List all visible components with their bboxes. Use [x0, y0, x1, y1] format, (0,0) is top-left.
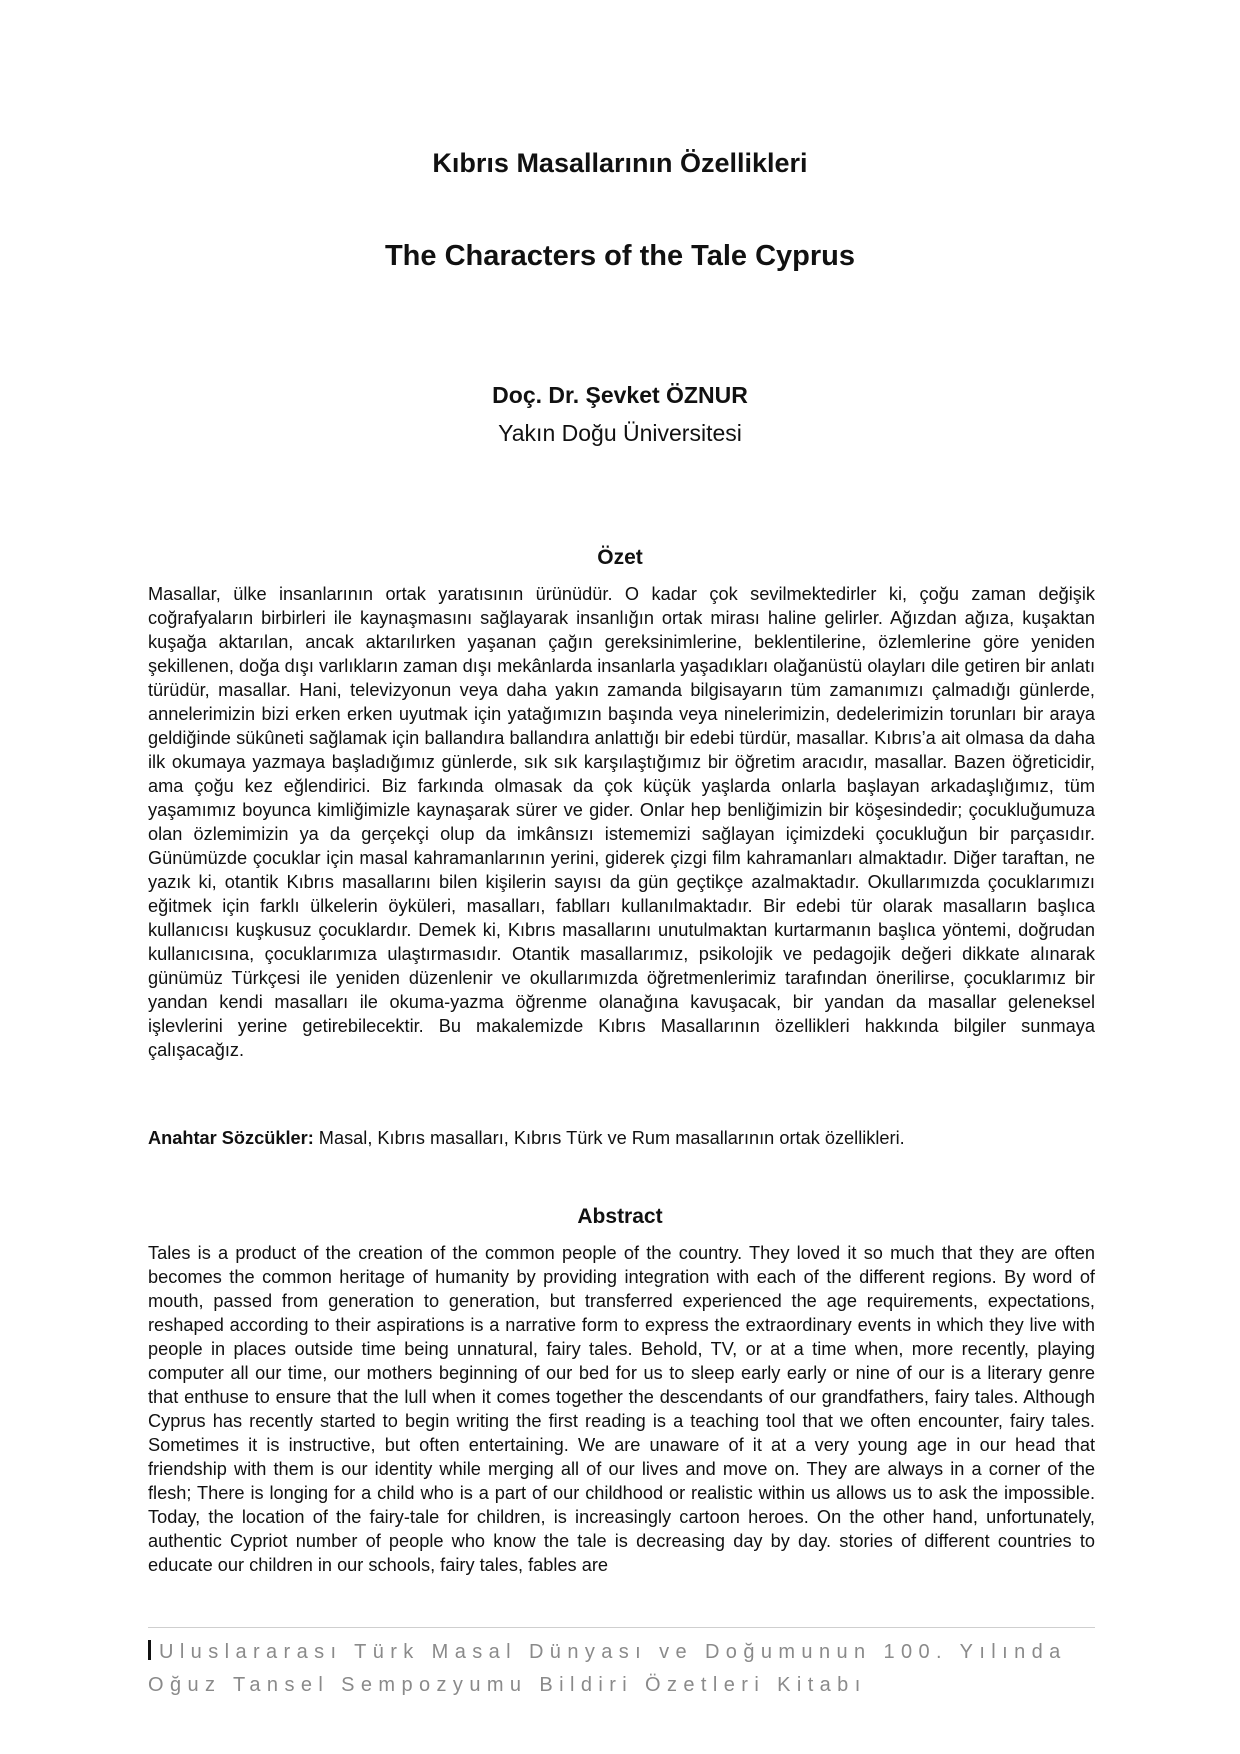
ozet-heading: Özet: [597, 546, 643, 569]
abstract-body: Tales is a product of the creation of the common people of the country. They loved it so much that they are often becomes the common heritage of humanity by providing integration with each of the different regions. By word of mouth, passed from generation to generation, but transferred experienced the age requirements, expectations, reshaped according to their aspirations is a narrative form to express the extraordinary events in which they live with people in places outside time being unnatural, fairy tales. Behold, TV, or at a time when, more recently, playing computer all our time, our mothers beginning of our bed for us to sleep early early or nine of our is a literary genre that enthuse to ensure that the lull when it comes together the descendants of our grandfathers, fairy tales. Although Cyprus has recently started to begin writing the first reading is a teaching tool that we often encounter, fairy tales. Sometimes it is instructive, but often entertaining. We are unaware of it at a very young age in our head that friendship with them is our identity while merging all of our lives and move on. They are always in a corner of the flesh; There is longing for a child who is a part of our childhood or realistic within us allows us to ask the impossible. Today, the location of the fairy-tale for children, is increasingly cartoon heroes. On the other hand, unfortunately, authentic Cypriot number of people who know the tale is decreasing day by day. stories of different countries to educate our children in our schools, fairy tales, fables are: [148, 1243, 1095, 1575]
author-name: Doç. Dr. Şevket ÖZNUR: [492, 382, 748, 408]
footer-line-2: Oğuz Tansel Sempozyumu Bildiri Özetleri Kitabı: [148, 1674, 867, 1696]
footer-divider: [148, 1627, 1095, 1628]
title-turkish: Kıbrıs Masallarının Özellikleri: [432, 148, 808, 178]
keywords-text: Masal, Kıbrıs masalları, Kıbrıs Türk ve Rum masallarının ortak özellikleri.: [313, 1128, 905, 1148]
footer-line-1-text: Uluslararası Türk Masal Dünyası ve Doğumunun 100. Yılında: [159, 1641, 1067, 1663]
abstract-heading: Abstract: [577, 1205, 663, 1228]
footer-line-1: [148, 1636, 1108, 1669]
keywords-paragraph: [148, 1126, 1095, 1150]
footer-bar-mark: [148, 1640, 151, 1660]
ozet-body: Masallar, ülke insanlarının ortak yaratısının ürünüdür. O kadar çok sevilmektedirler ki, çoğu zaman değişik coğrafyaların birbirleri ile kaynaşmasını sağlayarak insanlığın ortak mirası haline gelirler. Ağızdan ağıza, kuşaktan kuşağa aktarılan, ancak aktarılırken yaşanan çağın gereksinimlerine, beklentilerine, özlemlerine göre yeniden şekillenen, doğa dışı varlıkların zaman dışı mekânlarda insanlarla yaşadıkları olağanüstü olayları dile getiren bir anlatı türüdür, masallar. Hani, televizyonun veya daha yakın zamanda bilgisayarın tüm zamanımızı çalmadığı günlerde, annelerimizin bizi erken erken uyutmak için yatağımızın başında veya ninelerimizin, dedelerimizin torunları bir araya geldiğinde sükûneti sağlamak için ballandıra ballandıra anlattığı bir edebi türdür, masallar. Kıbrıs’a ait olmasa da daha ilk okumaya yazmaya başladığımız günlerde, sık sık karşılaştığımız bir öğretim aracıdır, masallar. Bazen öğreticidir, ama çoğu kez eğlendirici. Biz farkında olmasak da çok küçük yaşlarda onlarla başlayan arkadaşlığımız, tüm yaşamımız boyunca kimliğimizle kaynaşarak sürer ve gider. Onlar hep benliğimizin bir köşesindedir; çocukluğumuza olan özlemimizin ya da gerçekçi olup da imkânsızı istememizi sağlayan içimizdeki çocukluğun bir parçasıdır. Günümüzde çocuklar için masal kahramanlarının yerini, giderek çizgi film kahramanları almaktadır. Diğer taraftan, ne yazık ki, otantik Kıbrıs masallarını bilen kişilerin sayısı da gün geçtikçe azalmaktadır. Okullarımızda çocuklarımızı eğitmek için farklı ülkelerin öyküleri, masalları, fablları kullanılmaktadır. Bir edebi tür olarak masalların başlıca kullanıcısı kuşkusuz çocuklardır. Demek ki, Kıbrıs masallarını unutulmaktan kurtarmanın başlıca yöntemi, doğrudan kullanıcısına, çocuklarımıza ulaştırmasıdır. Otantik masallarımız, psikolojik ve pedagojik değeri dikkate alınarak günümüz Türkçesi ile yeniden düzenlenir ve okullarımızda öğretmenlerimiz tarafından önerilirse, çocuklarımız bir yandan kendi masalları ile okuma-yazma öğrenme olanağına kavuşacak, bir yandan da masallar geleneksel işlevlerini yerine getirebilecektir. Bu makalemizde Kıbrıs Masallarının özellikleri hakkında bilgiler sunmaya çalışacağız.: [148, 584, 1095, 1060]
keywords-label: Anahtar Sözcükler:: [148, 1128, 314, 1148]
author-affiliation: Yakın Doğu Üniversitesi: [498, 420, 742, 446]
title-english: The Characters of the Tale Cyprus: [384, 240, 856, 272]
page-footer: [148, 1636, 1108, 1702]
